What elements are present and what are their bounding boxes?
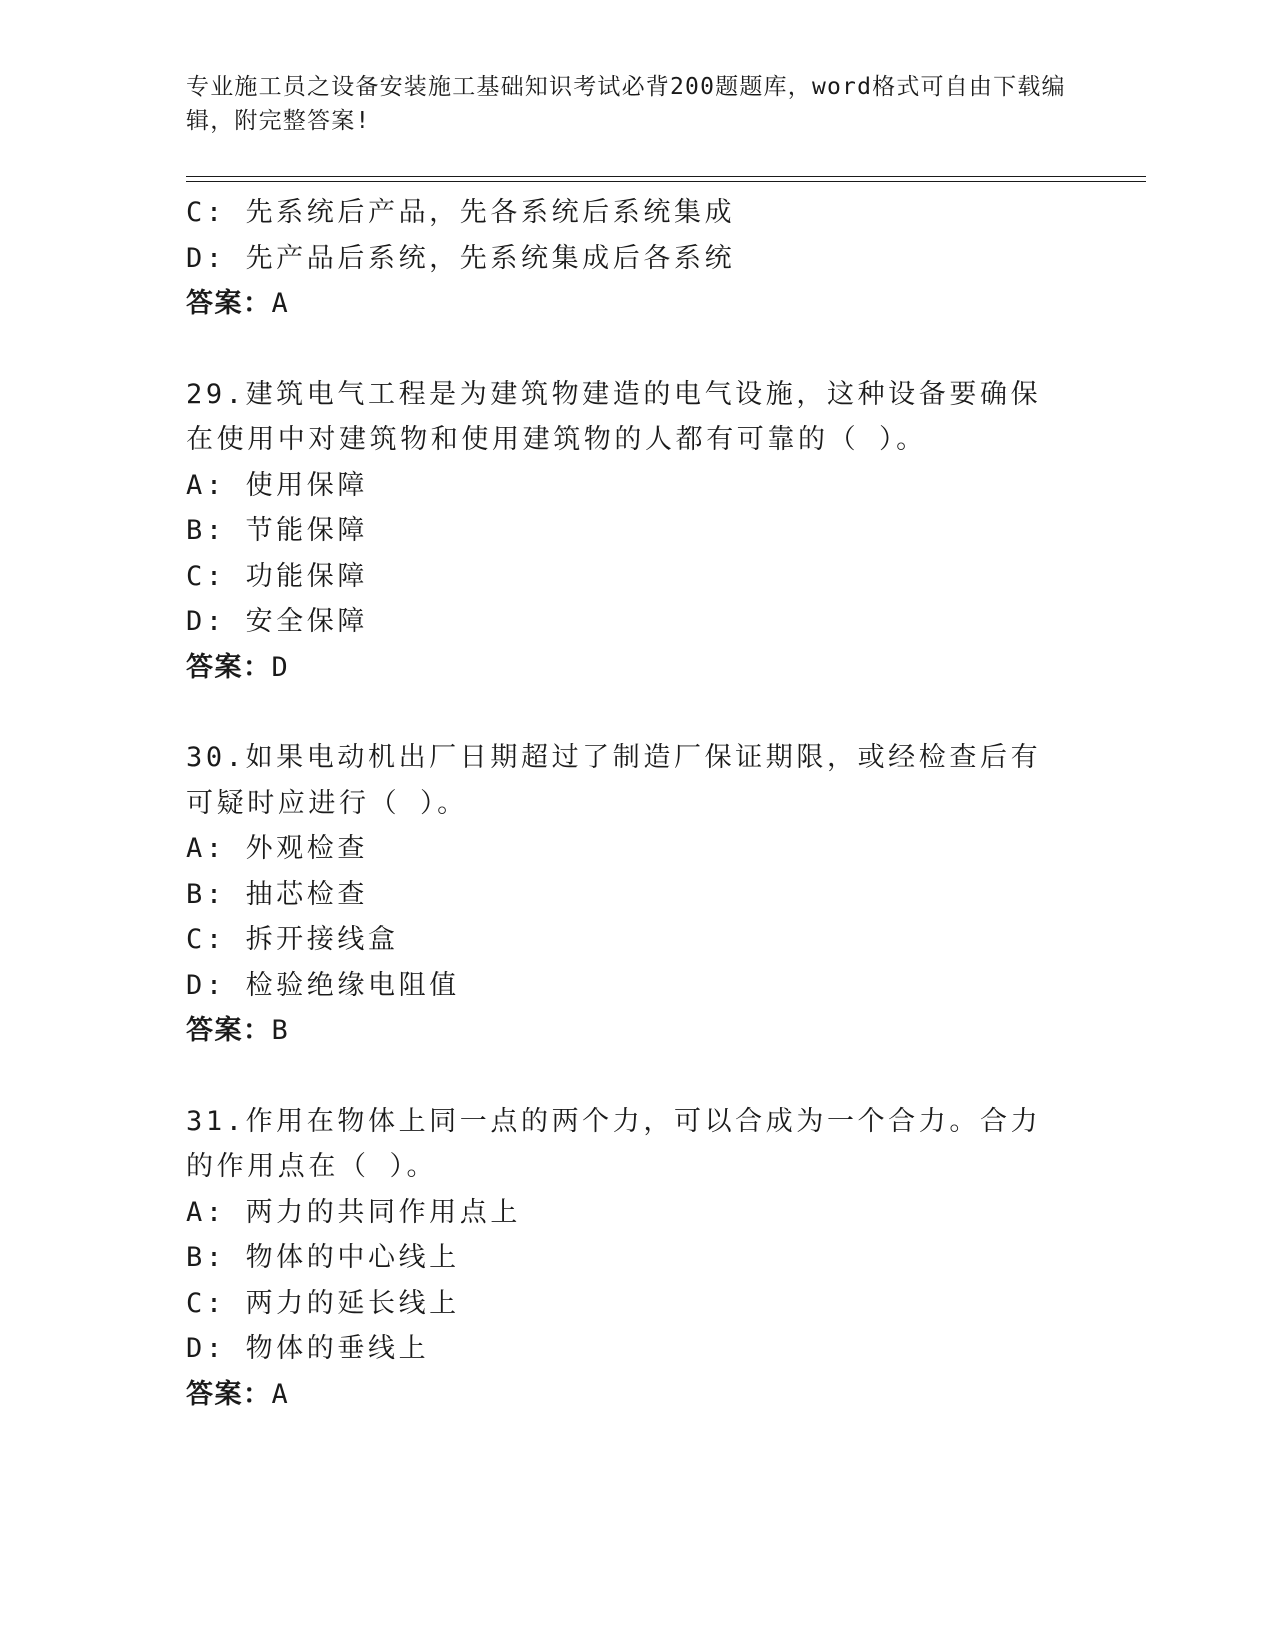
answer-line xyxy=(186,281,1086,327)
answer-label: 答案： xyxy=(186,288,272,319)
option-b: B: 节能保障 xyxy=(186,515,368,546)
option-a: A: 外观检查 xyxy=(186,833,368,864)
answer-label: 答案： xyxy=(186,651,272,683)
answer-line xyxy=(186,1372,1086,1418)
option-c: C: 两力的延长线上 xyxy=(186,1287,460,1319)
header-rule-top xyxy=(186,176,1146,177)
option-c: C: 先系统后产品，先各系统后系统集成 xyxy=(186,197,736,228)
option-b: B: 抽芯检查 xyxy=(186,878,368,910)
answer-value: B xyxy=(271,1015,290,1046)
option-d: D: 安全保障 xyxy=(186,606,368,637)
option-d: D: 先产品后系统，先系统集成后各系统 xyxy=(186,242,736,274)
question-stem: 29.建筑电气工程是为建筑物建造的电气设施，这种设备要确保在使用中对建筑物和使用建筑物的人都有可靠的（ ）。 xyxy=(186,378,1042,455)
answer-value: A xyxy=(271,1378,290,1410)
document-header xyxy=(186,70,1066,138)
answer-value: A xyxy=(271,288,290,319)
question-block-31 xyxy=(186,1099,1086,1418)
header-title: 专业施工员之设备安装施工基础知识考试必背200题题库，word格式可自由下载编辑，附完整答案! xyxy=(186,74,1066,134)
question-block-29 xyxy=(186,372,1086,691)
question-block-continued xyxy=(186,190,1086,327)
header-rule-bottom xyxy=(186,181,1146,182)
answer-value: D xyxy=(271,651,290,683)
option-d: D: 检验绝缘电阻值 xyxy=(186,969,460,1001)
question-stem: 30.如果电动机出厂日期超过了制造厂保证期限，或经检查后有可疑时应进行（ ）。 xyxy=(186,742,1042,819)
option-d: D: 物体的垂线上 xyxy=(186,1333,430,1364)
answer-label: 答案： xyxy=(186,1015,272,1046)
question-stem: 31.作用在物体上同一点的两个力，可以合成为一个合力。合力的作用点在（ ）。 xyxy=(186,1105,1042,1182)
answer-line xyxy=(186,645,1086,691)
option-a: A: 使用保障 xyxy=(186,469,368,501)
option-a: A: 两力的共同作用点上 xyxy=(186,1196,521,1228)
option-b: B: 物体的中心线上 xyxy=(186,1242,460,1273)
option-c: C: 功能保障 xyxy=(186,560,368,592)
question-list xyxy=(186,190,1086,1417)
answer-line xyxy=(186,1008,1086,1054)
answer-label: 答案： xyxy=(186,1378,272,1410)
question-block-30 xyxy=(186,735,1086,1054)
option-c: C: 拆开接线盒 xyxy=(186,924,399,955)
